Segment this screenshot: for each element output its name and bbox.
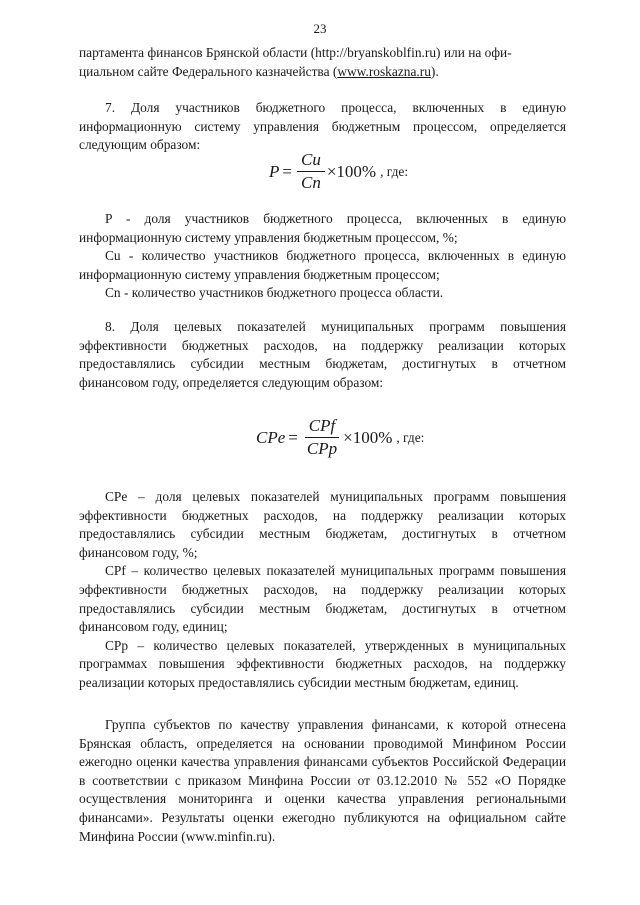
page-number: 23 [313, 21, 327, 36]
formula-cpe-denominator: CPp [306, 439, 338, 458]
closing-text: Группа субъектов по качеству управления финансами, к которой отнесена Брянская область, определяется на основании проводимой Минфином России ежегодно оценки качества управления финансами субъектов Российской Федерации в соответствии с приказом Минфина России от 03.12.2010 № 552 «О Порядке осуществления мониторинга и оценки качества управления региональными финансами». Результаты оценки ежегодно публикуются на официальном сайте Минфина России (www.minfin.ru). [79, 717, 566, 844]
formula-p-denominator: Cn [300, 173, 321, 192]
formula-p-lhs: P [269, 161, 280, 181]
formula-cpe-lhs: CPe [256, 427, 286, 447]
formula-cpe-where: , где: [396, 429, 425, 445]
formula-p-fraction [297, 150, 325, 193]
intro-line-2-prefix: циальном сайте Федерального казначейства ( [79, 63, 338, 79]
intro-line-1: партамента финансов Брянской области (http://bryanskoblfin.ru) или на офи- [79, 45, 512, 60]
definition-p: P - доля участников бюджетного процесса, включенных в единую информационную систему управления бюджетным процессом, %; [79, 211, 566, 245]
intro-line-2 [79, 63, 566, 82]
closing-paragraph [79, 716, 566, 846]
formula-cpe-equals: = [288, 427, 298, 447]
definition-cpf: CPf – количество целевых показателей муниципальных программ повышения эффективности бюджетных расходов, на поддержку реализации которых предоставлялись субсидии местным бюджетам, достигнутых в отчетном финансовом году, единиц; [79, 563, 566, 635]
intro-paragraph [79, 44, 566, 81]
formula-cpe-fraction [303, 416, 341, 459]
definition-cu: Cu - количество участников бюджетного процесса, включенных в единую информационную систему управления бюджетным процессом; [79, 248, 566, 282]
intro-line-2-suffix: ). [430, 63, 439, 79]
formula-p-where: , где: [380, 163, 409, 179]
formula-cpe-multiplier: ×100% [343, 427, 393, 447]
item-8-paragraph [79, 318, 566, 392]
definition-cpe: CPe – доля целевых показателей муниципальных программ повышения эффективности бюджетных расходов, на поддержку реализации которых предоставлялись субсидии местным бюджетам, достигнутых в отчетном финансовом году, %; [79, 489, 566, 560]
item-7-definitions [79, 210, 566, 303]
item-8-definitions [79, 488, 566, 693]
formula-cpe [256, 416, 424, 459]
formula-p-equals: = [282, 161, 292, 181]
formula-cpe-numerator: CPf [305, 416, 339, 438]
definition-cn: Cn - количество участников бюджетного процесса области. [105, 285, 444, 301]
formula-p-numerator: Cu [297, 150, 325, 172]
definition-cpp: CPp – количество целевых показателей, утвержденных в муниципальных программах повышения эффективности бюджетных расходов, на поддержку реализации которых предоставлялись субсидии местным бюджетам, единиц. [79, 637, 566, 690]
formula-p-multiplier: ×100% [326, 161, 377, 181]
item-7-text: 7. Доля участников бюджетного процесса, включенных в единую информационную систему управления бюджетным процессом, определяется следующим образом: [79, 100, 566, 153]
item-7-paragraph [79, 99, 566, 155]
item-8-text: 8. Доля целевых показателей муниципальных программ повышения эффективности бюджетных расходов, на поддержку реализации которых предоставлялись субсидии местным бюджетам, достигнутых в отчетном финансовом году, определяется следующим образом: [79, 319, 566, 390]
roskazna-link[interactable]: www.roskazna.ru [337, 63, 431, 79]
formula-p [269, 150, 408, 193]
